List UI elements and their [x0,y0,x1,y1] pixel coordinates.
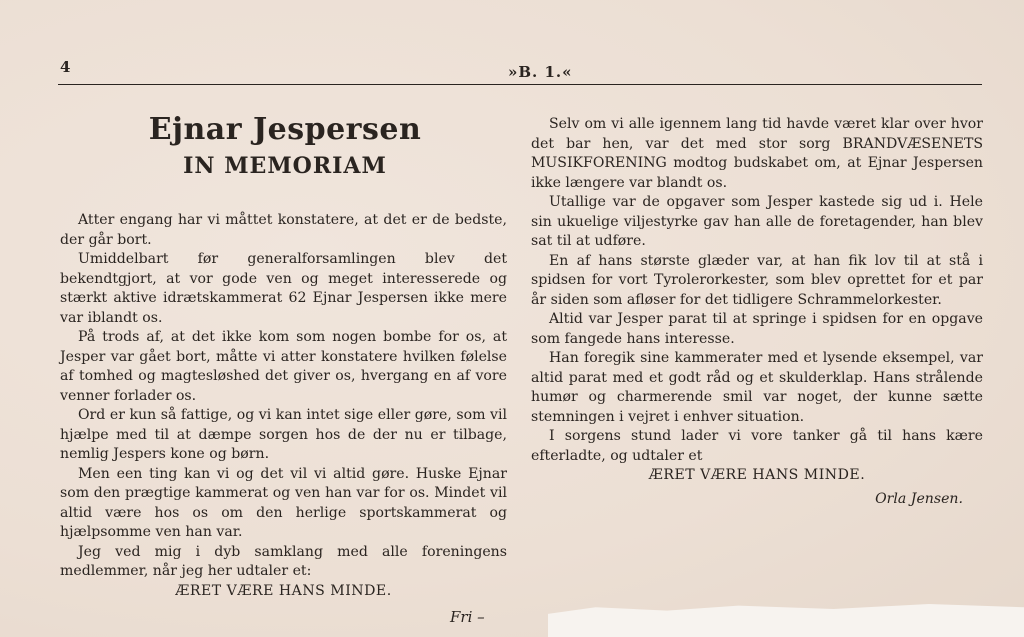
left-column [60,211,507,601]
torn-paper-edge [548,604,1024,637]
paragraph: Jeg ved mig i dyb samklang med alle foreningens medlemmer, når jeg her udtaler et: [60,543,507,579]
paragraph: Han foregik sine kammerater med et lysende eksempel, var altid parat med et godt råd og et skulderklap. Hans strålende humør og charmerende smil var noget, der kunne sætte stemningen i vejret i enhver situation. [531,350,983,425]
paragraph: Selv om vi alle igennem lang tid havde været klar over hvor det bar hen, var det med stor sorg BRANDVÆSENETS MUSIKFORENING modtog budskabet om, at Ejnar Jespersen ikke længere var blandt os. [531,116,983,191]
closing-line: ÆRET VÆRE HANS MINDE. [175,582,392,599]
signature: Orla Jensen. [875,490,963,507]
paragraph: Utallige var de opgaver som Jesper kastede sig ud i. Hele sin ukuelige viljestyrke gav han alle de foretagender, han blev sat til at udføre. [531,194,983,249]
right-column [531,115,983,509]
header-rule [58,84,982,85]
paragraph: I sorgens stund lader vi vore tanker gå til hans kære efterladte, og udtaler et [531,428,983,464]
closing-line: ÆRET VÆRE HANS MINDE. [648,467,866,483]
paragraph: Ord er kun så fattige, og vi kan intet sige eller gøre, som vil hjælpe med til at dæmpe sorgen hos de der nu er tilbage, nemlig Jespers kone og børn. [60,407,507,462]
paragraph: En af hans største glæder var, at han fik lov til at stå i spidsen for vort Tyrolerorkester, som blev oprettet for et par år siden som afløser for det tidligere Schrammelorkester. [531,252,983,308]
continuation-marker: Fri – [450,608,485,626]
article-subtitle: IN MEMORIAM [183,153,387,179]
article-title: Ejnar Jespersen [148,112,422,147]
paragraph: Atter engang har vi måttet konstatere, at det er de bedste, der går bort. [60,212,507,248]
paragraph: Men een ting kan vi og det vil vi altid gøre. Huske Ejnar som den prægtige kammerat og ven han var for os. Mindet vil altid være hos os om den herlige sportskammerat og hjælpsomme ven han var. [60,465,507,540]
running-title: »B. 1.« [508,63,573,81]
paragraph: På trods af, at det ikke kom som nogen bombe for os, at Jesper var gået bort, måtte vi atter konstatere hvilken følelse af tomhed og magtesløshed det giver os, hvergang en af vore venner forlader os. [60,329,507,404]
paragraph: Altid var Jesper parat til at springe i spidsen for en opgave som fangede hans interesse. [531,311,983,347]
paragraph: Umiddelbart før generalforsamlingen blev det bekendtgjort, at vor gode ven og meget interesserede og stærkt aktive idrætskammerat 62 Ejnar Jespersen ikke mere var iblandt os. [60,251,507,326]
page-number: 4 [60,58,71,76]
